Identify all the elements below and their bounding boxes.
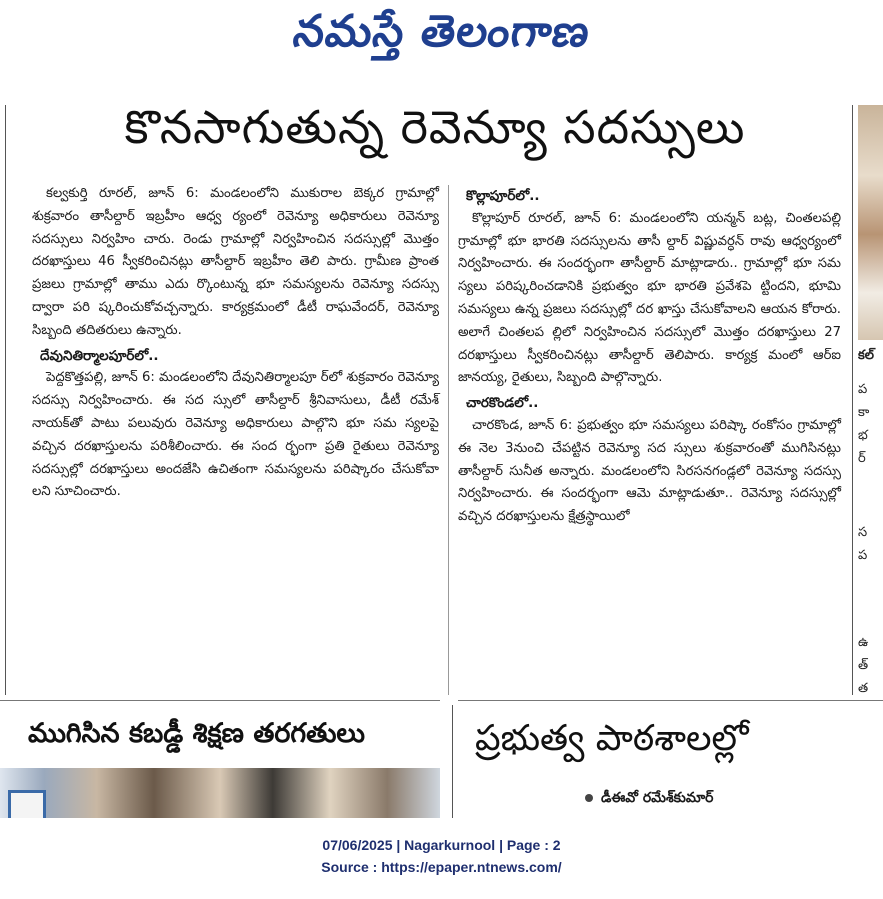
footer-date-edition: 07/06/2025 | Nagarkurnool | Page : 2 [322,837,561,853]
article-paragraph: పెద్దకొత్తపల్లి, జూన్ 6: మండలంలోని దేవునితిర్మాలపూ ర్‌లో శుక్రవారం రెవెన్యూ సదస్సు నిర్వహించారు. ఈ సద స్సులో తాసీల్దార్ శ్రీనివాసులు, డీటీ రమేశ్ నాయక్‌తో పాటు పలువురు రెవెన్యూ అధికారులు పాల్గొని భూ సమ స్యలపై వచ్చిన దరఖాస్తులను పరిశీలించారు. ఈ సంద ర్భంగా ప్రతి రైతులు రెవెన్యూ సదస్సుల్లో దరఖాస్తులు అందజేసి ఉచితంగా సమస్యలను పరిష్కారం చేసుకోవా లని సూచించారు. [32,370,439,500]
main-headline: కొనసాగుతున్న రెవెన్యూ సదస్సులు [124,100,746,154]
strip-text: ప [858,548,868,563]
article-paragraph: చారకొండ, జూన్ 6: ప్రభుత్వం భూ సమస్యలు పరిష్కా రంకోసం గ్రామాల్లో ఈ నెల 3నుంచి చేపట్టిన రెవెన్యూ సద స్సులు శుక్రవారంతో ముగిసినట్లు తాసీల్దార్ సునీత అన్నారు. మండలంలోని సిరసనగండ్లలో రెవెన్యూ సదస్సు నిర్వహించారు. ఈ సందర్భంగా ఆమె మాట్లాడుతూ.. రెవెన్యూ సదస్సుల్లో వచ్చిన దరఖాస్తులను క్షేత్రస్థాయిలో [458,417,841,525]
subheading-devunithirmalapur: దేవునితిర్మాలపూర్‌లో.. [40,347,159,364]
kabaddi-photo [0,768,440,818]
subheading-kollapur: కొల్లాపూర్‌లో.. [466,188,540,204]
page-footer [0,818,883,899]
strip-text: కా [858,405,870,420]
strip-text: త్ [858,658,869,673]
strip-text: త [858,681,869,695]
adjacent-article-strip [858,105,883,695]
section-rule-left [0,700,440,701]
window-shape [8,790,46,818]
strip-text: భ [858,428,868,443]
photo-caption: కల్ [858,348,875,363]
masthead-logo: నమస్తే తెలంగాణ [290,6,594,57]
column-divider [448,185,449,695]
article-paragraph: కొల్లాపూర్ రూరల్, జూన్ 6: మండలంలోని యన్మన్ బట్ల, చింతలపల్లి గ్రామాల్లో భూ భారతి సదస్సులను తాసీ ల్దార్ విష్ణువర్ధన్ రావు ఆధ్వర్యంలో నిర్వహించారు. ఈ సందర్భంగా తాసీల్దార్ మాట్లాడారు.. గ్రామాల్లో భూ సమ స్యలు పరిష్కరించడానికి ప్రభుత్వం భూ భారతి ప్రవేశపె ట్టిందని, భూమి సమస్యలు ఉన్న ప్రజలు సదస్సుల్లో దర ఖాస్తు చేసుకోవాలని ఆయన కోరారు. అలాగే చింతలప ల్లిలో నిర్వహించిన సదస్సులో మొత్తం దరఖాస్తులు 27 దరఖాస్తులు స్వీకరించినట్లు తాసీల్దార్ తెలిపారు. కార్యక్ర మంలో ఆర్ఐ జానయ్య, రైతులు, సిబ్బంది పాల్గొన్నారు. [458,210,841,386]
schools-headline: ప్రభుత్వ పాఠశాలల్లో [475,718,749,759]
footer-source[interactable]: Source : https://epaper.ntnews.com/ [321,859,562,875]
right-article-column [458,183,841,529]
subheading-charakonda: చారకొండలో.. [466,395,539,412]
strip-text: ఉ [858,635,869,650]
strip-text: ప [858,382,868,397]
byline [585,790,713,809]
strip-text: ర్ [858,451,866,466]
masthead [0,0,883,80]
kabaddi-headline: ముగిసిన కబడ్డీ శిక్షణ తరగతులు [28,718,365,749]
adjacent-photo [858,105,883,340]
left-article-column [32,183,439,504]
byline-text: డీఈవో రమేశ్‌కుమార్ [601,790,714,806]
bottom-divider [452,705,453,818]
right-border [852,105,853,695]
article-paragraph: కల్వకుర్తి రూరల్, జూన్ 6: మండలంలోని ముకురాల బెక్కర గ్రామాల్లో శుక్రవారం తాసీల్దార్ ఇబ్రహీం ఆధ్వ ర్యంలో రెవెన్యూ అధికారులు రెవెన్యూ సదస్సులు నిర్వహిం చారు. రెండు గ్రామాల్లో నిర్వహించిన సదస్సుల్లో మొత్తం దరఖాస్తులు 46 స్వీకరించినట్లు తాసీల్దార్ ఇబ్రహీం తెలి పారు. గ్రామీణ ప్రాంత ప్రజలు గ్రామాల్లో తాము ఎదు ర్కొంటున్న భూ సమస్యలను రెవెన్యూ సదస్సు ద్వారా పరి ష్కరించుకోవచ్చన్నారు. కార్యక్రమంలో డీటీ రాఘవేందర్, రెవెన్యూ సిబ్బంది తదితరులు ఉన్నారు. [32,186,439,338]
section-rule-right [458,700,883,701]
strip-text: స [858,525,868,540]
left-border [5,105,6,695]
bullet-icon [585,794,593,802]
